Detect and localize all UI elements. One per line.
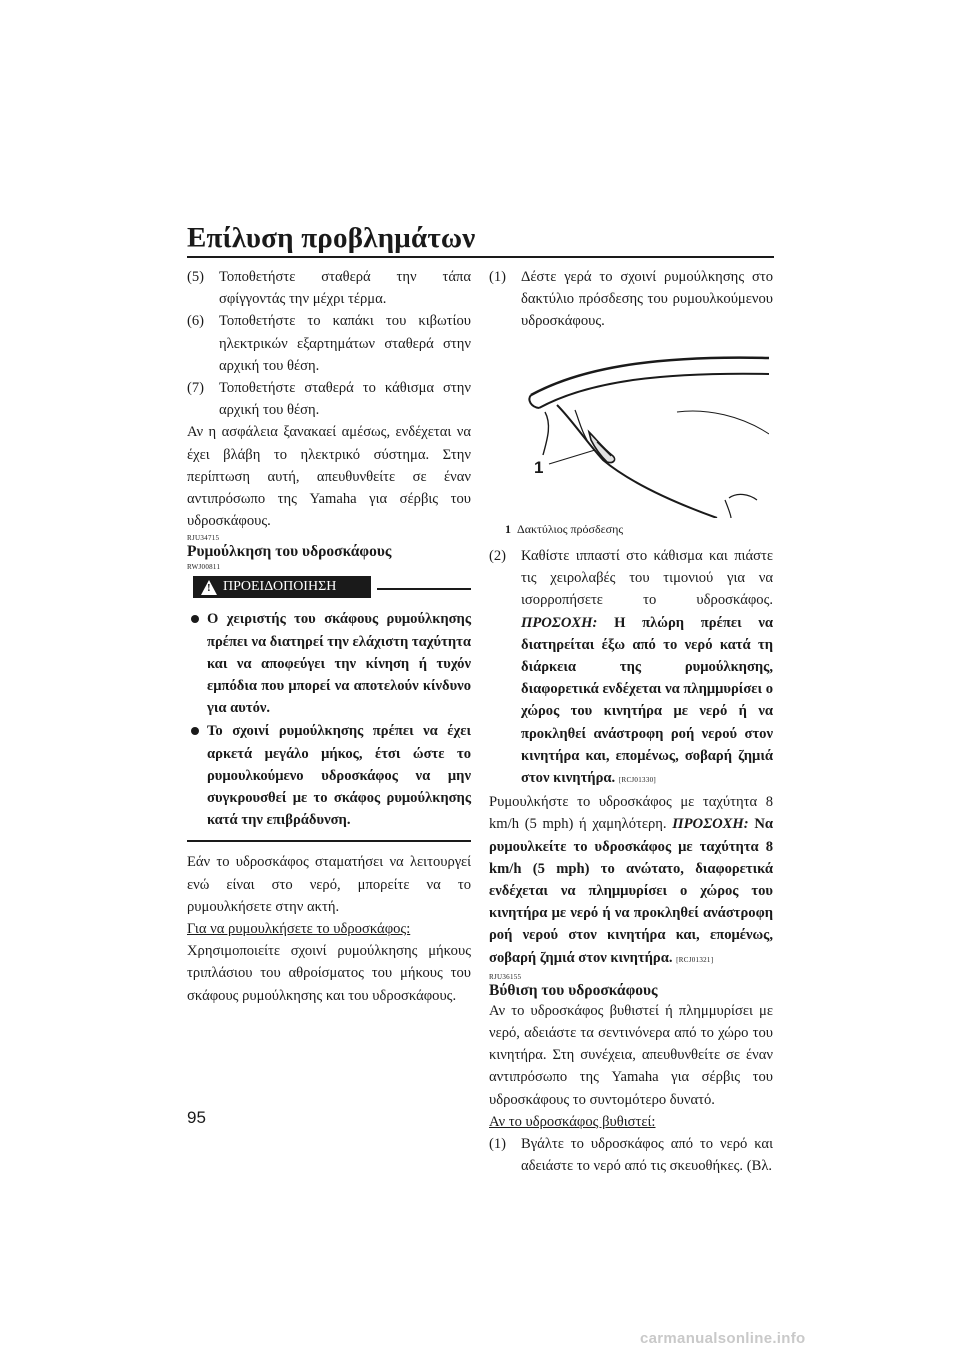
bullet-icon	[191, 615, 199, 623]
warning-item: Ο χειριστής του σκάφους ρυμούλκησης πρέπει να διατηρεί την ελάχιστη ταχύτητα και να αποφεύγει την κίνηση ή τυχόν εμπόδια που μπορεί να αποτελούν κίνδυνο για αυτόν.	[187, 608, 471, 719]
section-code: RJU34715	[187, 534, 220, 543]
title-divider	[187, 256, 774, 258]
page-number: 95	[187, 1108, 206, 1127]
callout-number: 1	[534, 458, 544, 477]
warning-code: RWJ00811	[187, 563, 221, 572]
watermark: carmanualsonline.info	[640, 1330, 806, 1347]
stop-paragraph: Εάν το υδροσκάφος σταματήσει να λειτουργεί ενώ είναι στο νερό, μπορείτε να το ρυμουλκήσετε στην ακτή.	[187, 854, 471, 915]
sink-paragraph: Αν το υδροσκάφος βυθιστεί ή πλημμυρίσει με νερό, αδειάστε τα σεντινόνερα από το χώρο του κινητήρα. Στη συνέχεια, απευθυνθείτε σε έναν αντιπρόσωπο της Yamaha για σέρβις του υδροσκάφους το συντομότερο δυνατό.	[489, 1002, 773, 1108]
left-column	[187, 266, 471, 1007]
warning-badge: ! ΠΡΟΕΙΔΟΠΟΙΗΣΗ	[193, 576, 371, 598]
fuse-paragraph: Αν η ασφάλεια ξανακαεί αμέσως, ενδέχεται να έχει βλάβη το ηλεκτρικό σύστημα. Στην περίπτωση αυτή, απευθυνθείτε σε έναν αντιπρόσωπο της Yamaha για σέρβις του υδροσκάφους.	[187, 424, 471, 530]
tow-eye-illustration	[517, 350, 769, 518]
subheading-sinking: Αν το υδροσκάφος βυθιστεί:	[489, 1113, 656, 1130]
step-7: (7) Τοποθετήστε σταθερά το κάθισμα στην αρχική του θέση.	[187, 380, 471, 419]
section-code: RJU36155	[489, 972, 522, 981]
right-column-top	[489, 266, 773, 333]
bullet-icon	[191, 727, 199, 735]
step-tow-2: (2) Καθίστε ιππαστί στο κάθισμα και πιάστε τις χειρολαβές του τιμονιού για να ισορροπήσετε το υδροσκάφος. ΠΡΟΣΟΧΗ: Η πλώρη πρέπει να διατηρείται έξω από το νερό κατά τη διάρκεια της ρυμούλκησης, διαφορετικά ενδέχεται να πλημμυρίσει ο χώρος του κινητήρα με νερό ή να προκληθεί ανάστροφη ροή νερού στον κινητήρα και, επομένως, σοβαρή ζημιά στον κινητήρα. [RCJ01330]	[489, 548, 773, 787]
subheading-towing: Για να ρυμουλκήσετε το υδροσκάφος:	[187, 921, 411, 938]
step-6: (6) Τοποθετήστε το καπάκι του κιβωτίου ηλεκτρικών εξαρτημάτων σταθερά στην αρχική του θέση.	[187, 313, 471, 374]
section-heading-towing: Ρυμούλκηση του υδροσκάφους	[187, 543, 392, 561]
step-5: (5) Τοποθετήστε σταθερά την τάπα σφίγγοντάς την μέχρι τέρμα.	[187, 269, 471, 308]
figure-caption: 1 Δακτύλιος πρόσδεσης	[505, 522, 624, 536]
warning-box	[187, 576, 471, 842]
speed-paragraph: Ρυμουλκήστε το υδροσκάφος με ταχύτητα 8 km/h (5 mph) ή χαμηλότερη. ΠΡΟΣΟΧΗ: Να ρυμουλκείτε το υδροσκάφος με ταχύτητα 8 km/h (5 mph) το ανώτατο, διαφορετικά ενδέχεται να πλημμυρίσει ο χώρος του κινητήρα με νερό ή να προκληθεί ανάστροφη ροή νερού στον κινητήρα και, επομένως, σοβαρή ζημιά στον κινητήρα. [RCJ01321]	[489, 794, 773, 966]
page-title: Επίλυση προβλημάτων	[187, 222, 476, 254]
rope-paragraph: Χρησιμοποιείτε σχοινί ρυμούλκησης μήκους τριπλάσιου του αθροίσματος του μήκους του σκάφους ρυμούλκησης και του υδροσκάφους.	[187, 943, 471, 1004]
warning-triangle-icon	[201, 580, 217, 595]
section-heading-sinking: Βύθιση του υδροσκάφους	[489, 981, 658, 999]
warning-list	[187, 608, 471, 831]
right-column-lower	[489, 545, 773, 1177]
hull-drawing	[517, 350, 769, 518]
step-sink-1: (1) Βγάλτε το υδροσκάφος από το νερό και αδειάστε το νερό από τις σκευοθήκες. (Βλ.	[489, 1136, 773, 1175]
warning-item: Το σχοινί ρυμούλκησης πρέπει να έχει αρκετά μεγάλο μήκος, έτσι ώστε το ρυμουλκούμενο υδροσκάφος να μην συγκρουσθεί με το σκάφος ρυμούλκησης κατά την επιβράδυνση.	[187, 720, 471, 831]
step-tow-1: (1) Δέστε γερά το σχοινί ρυμούλκησης στο δακτύλιο πρόσδεσης του ρυμουλκούμενου υδροσκάφους.	[489, 269, 773, 330]
